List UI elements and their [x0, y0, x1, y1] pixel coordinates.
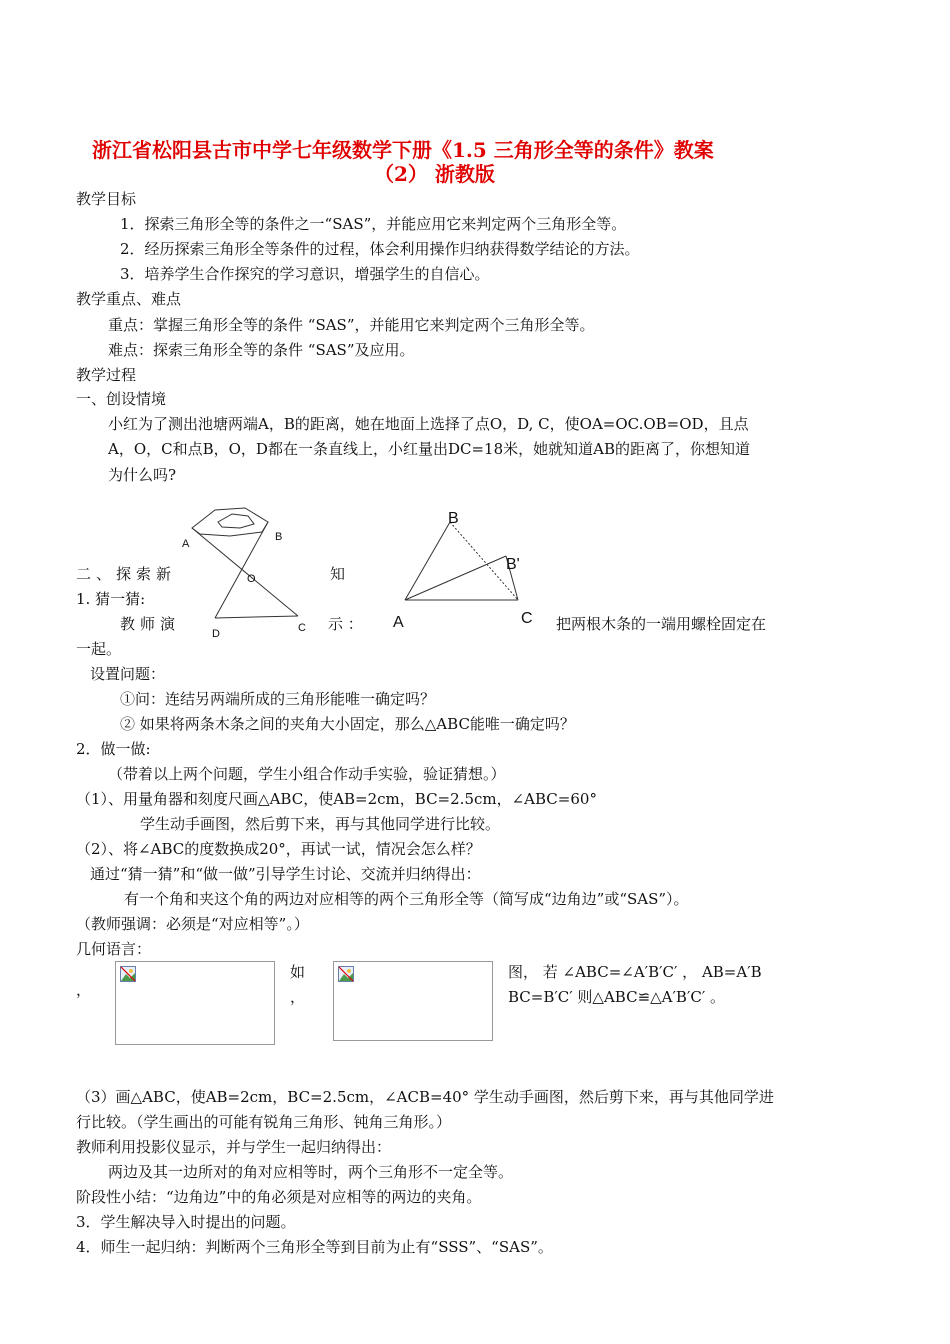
figure2-label-C: C [521, 610, 533, 627]
section2-heading-suffix: 知 [330, 565, 346, 583]
goal-item: 2．经历探索三角形全等条件的过程，体会利用操作归纳获得数学结论的方法。 [120, 240, 640, 258]
do-heading: 2．做一做: [76, 740, 151, 758]
section1-paragraph: A，O，C和点B，O，D都在一条直线上，小红量出DC=18米，她就知道AB的距离了，你想知道 [108, 440, 750, 458]
section1-paragraph: 为什么吗? [108, 466, 177, 484]
keypoint-nandian: 难点：探索三角形全等的条件 “SAS”及应用。 [108, 341, 415, 359]
keypoints-heading: 教学重点、难点 [76, 290, 182, 308]
emphasis: （教师强调：必须是“对应相等”。） [76, 915, 309, 933]
demo-text: 把两根木条的一端用螺栓固定在 [556, 615, 767, 633]
leading-comma: ， [76, 981, 92, 999]
geometry-statement: 图， 若 ∠ABC=∠A′B′C′ ， AB=A′B [508, 963, 762, 981]
geometry-language-heading: 几何语言： [76, 940, 152, 958]
triangle-figure [390, 500, 530, 610]
broken-image-icon [120, 966, 136, 982]
section1-paragraph: 小红为了测出池塘两端A，B的距离，她在地面上选择了点O，D, C，使OA=OC.OB=OD，且点 [108, 415, 749, 433]
broken-image-icon [338, 966, 354, 982]
geo-comma: ， [290, 988, 306, 1006]
figure1-label-D: D [212, 628, 220, 640]
figure2-label-B-prime: B' [506, 556, 520, 573]
two-sides-note: 两边及其一边所对的角对应相等时，两个三角形不一定全等。 [108, 1163, 514, 1181]
section1-heading: 一、创设情境 [76, 390, 167, 408]
document-title-line1: 浙江省松阳县古市中学七年级数学下册《1.5 三角形全等的条件》教案 [92, 138, 714, 162]
demo-text: 示 ： [328, 615, 363, 633]
do-step: （3）画△ABC，使AB=2cm，BC=2.5cm，∠ACB=40° 学生动手画图，然后剪下来，再与其他同学进 [76, 1088, 774, 1106]
figure1-label-B: B [275, 531, 283, 543]
figure-image-placeholder [115, 961, 275, 1045]
figure2-label-A: A [393, 614, 404, 631]
document-title-line2: （2） 浙教版 [374, 162, 495, 186]
figure-image-placeholder [333, 961, 493, 1041]
step-4: 4．师生一起归纳：判断两个三角形全等到目前为止有“SSS”、“SAS”。 [76, 1238, 553, 1256]
do-paragraph: （带着以上两个问题，学生小组合作动手实验，验证猜想。） [108, 765, 506, 783]
goals-heading: 教学目标 [76, 190, 137, 208]
figure1-label-C: C [298, 622, 306, 634]
conclusion: 有一个角和夹这个角的两边对应相等的两个三角形全等（简写成“边角边”或“SAS”）。 [124, 890, 689, 908]
figure2-label-B: B [448, 510, 459, 527]
guess-heading: 1. 猜一猜: [76, 590, 146, 608]
step-3: 3．学生解决导入时提出的问题。 [76, 1213, 296, 1231]
teacher-note: 教师利用投影仪显示，并与学生一起归纳得出： [76, 1138, 392, 1156]
process-heading: 教学过程 [76, 366, 137, 384]
do-step: 行比较。（学生画出的可能有锐角三角形、钝角三角形。） [76, 1113, 452, 1131]
set-questions-heading: 设置问题： [90, 665, 166, 683]
goal-item: 3．培养学生合作探究的学习意识，增强学生的自信心。 [120, 265, 490, 283]
keypoint-zhongdian: 重点：掌握三角形全等的条件 “SAS”，并能用它来判定两个三角形全等。 [108, 316, 595, 334]
goal-item: 1．探索三角形全等的条件之一“SAS”，并能应用它来判定两个三角形全等。 [120, 215, 627, 233]
do-step: 学生动手画图，然后剪下来，再与其他同学进行比较。 [140, 815, 501, 833]
section2-heading: 二、探索新 [76, 565, 177, 583]
do-step: （1）、用量角器和刻度尺画△ABC，使AB=2cm，BC=2.5cm，∠ABC=60° [76, 790, 597, 808]
question-item: ② 如果将两条木条之间的夹角大小固定，那么△ABC能唯一确定吗？ [120, 715, 575, 733]
geo-ru: 如 [290, 963, 306, 981]
do-step: （2）、将∠ABC的度数换成20°，再试一试，情况会怎么样？ [76, 840, 481, 858]
figure1-label-A: A [182, 538, 190, 550]
geometry-statement: BC=B′C′ 则△ABC≌△A′B′C′ 。 [508, 988, 725, 1006]
demo-text: 一起。 [76, 640, 122, 658]
figure1-label-O: O [247, 573, 256, 585]
do-step: 通过“猜一猜”和“做一做”引导学生讨论、交流并归纳得出： [90, 865, 481, 883]
demo-text: 教师演 [120, 615, 181, 633]
question-item: ①问：连结另两端所成的三角形能唯一确定吗？ [120, 690, 436, 708]
stage-summary: 阶段性小结：“边角边”中的角必须是对应相等的两边的夹角。 [76, 1188, 482, 1206]
